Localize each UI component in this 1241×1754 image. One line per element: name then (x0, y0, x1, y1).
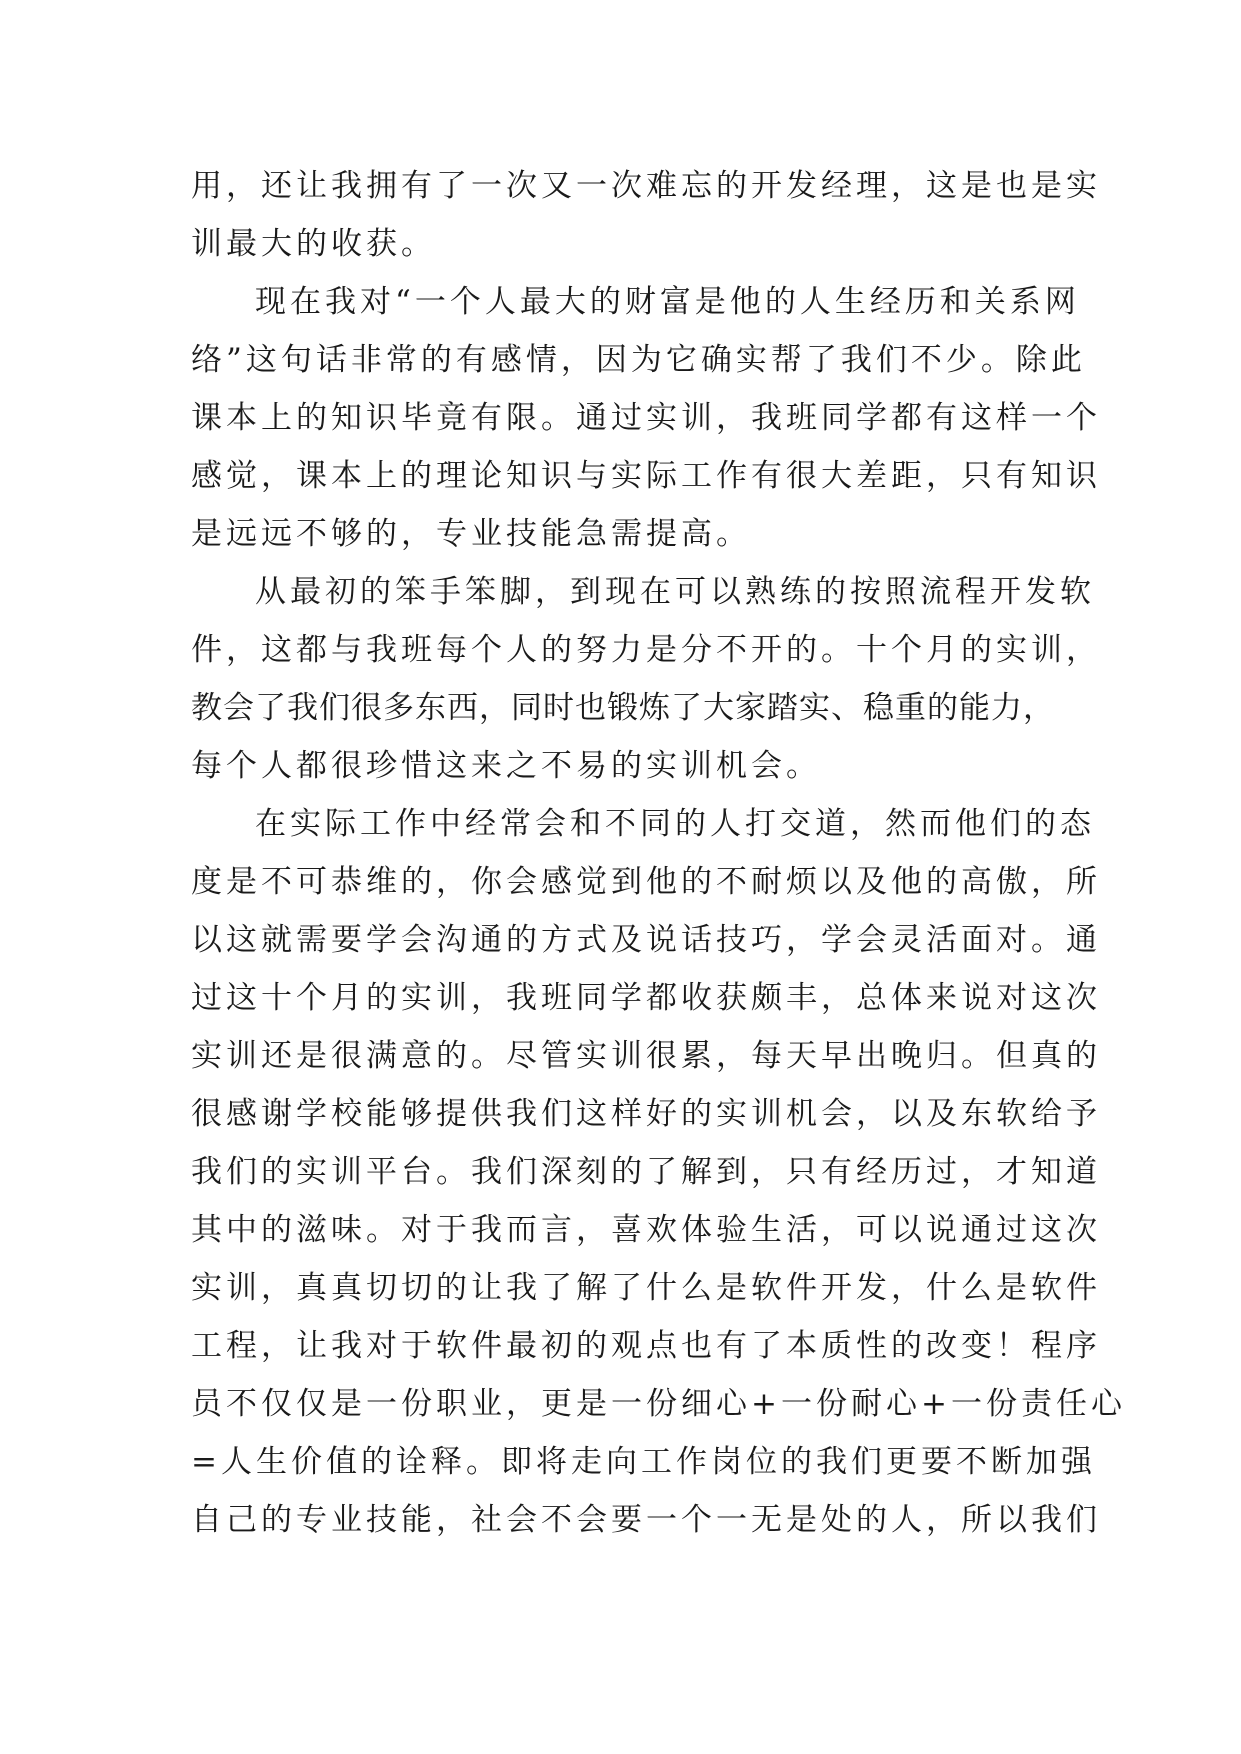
text-line: 训最大的收获。 (191, 226, 436, 262)
text-line: 自己的专业技能，社会不会要一个一无是处的人，所以我们 (191, 1502, 1101, 1538)
text-line: =人生价值的诠释。即将走向工作岗位的我们更要不断加强 (191, 1444, 1096, 1480)
body-text (191, 157, 1126, 1549)
text-line: 络”这句话非常的有感情，因为它确实帮了我们不少。除此 (191, 342, 1086, 378)
text-line: 很感谢学校能够提供我们这样好的实训机会，以及东软给予 (191, 1096, 1101, 1132)
text-line: 是远远不够的，专业技能急需提高。 (191, 516, 751, 552)
text-line: 每个人都很珍惜这来之不易的实训机会。 (191, 748, 821, 784)
text-line: 员不仅仅是一份职业，更是一份细心+一份耐心+一份责任心 (191, 1386, 1126, 1422)
text-line: 以这就需要学会沟通的方式及说话技巧，学会灵活面对。通 (191, 922, 1101, 958)
text-line: 实训还是很满意的。尽管实训很累，每天早出晚归。但真的 (191, 1038, 1101, 1074)
paragraph-start-line: 现在我对“一个人最大的财富是他的人生经历和关系网 (255, 284, 1080, 320)
text-line: 感觉，课本上的理论知识与实际工作有很大差距，只有知识 (191, 458, 1101, 494)
text-line: 度是不可恭维的，你会感觉到他的不耐烦以及他的高傲，所 (191, 864, 1101, 900)
paragraph-start-line: 从最初的笨手笨脚，到现在可以熟练的按照流程开发软 (255, 574, 1095, 610)
paragraph-start-line: 在实际工作中经常会和不同的人打交道，然而他们的态 (255, 806, 1095, 842)
text-line: 课本上的知识毕竟有限。通过实训，我班同学都有这样一个 (191, 400, 1101, 436)
text-line: 件，这都与我班每个人的努力是分不开的。十个月的实训， (191, 632, 1101, 668)
text-line: 过这十个月的实训，我班同学都收获颇丰，总体来说对这次 (191, 980, 1101, 1016)
text-line: 其中的滋味。对于我而言，喜欢体验生活，可以说通过这次 (191, 1212, 1101, 1248)
text-line: 用，还让我拥有了一次又一次难忘的开发经理，这是也是实 (191, 168, 1101, 204)
text-line: 实训，真真切切的让我了解了什么是软件开发，什么是软件 (191, 1270, 1101, 1306)
text-line: 教会了我们很多东西，同时也锻炼了大家踏实、稳重的能力， (191, 690, 1055, 726)
text-line: 工程，让我对于软件最初的观点也有了本质性的改变！程序 (191, 1328, 1101, 1364)
text-line: 我们的实训平台。我们深刻的了解到，只有经历过，才知道 (191, 1154, 1101, 1190)
